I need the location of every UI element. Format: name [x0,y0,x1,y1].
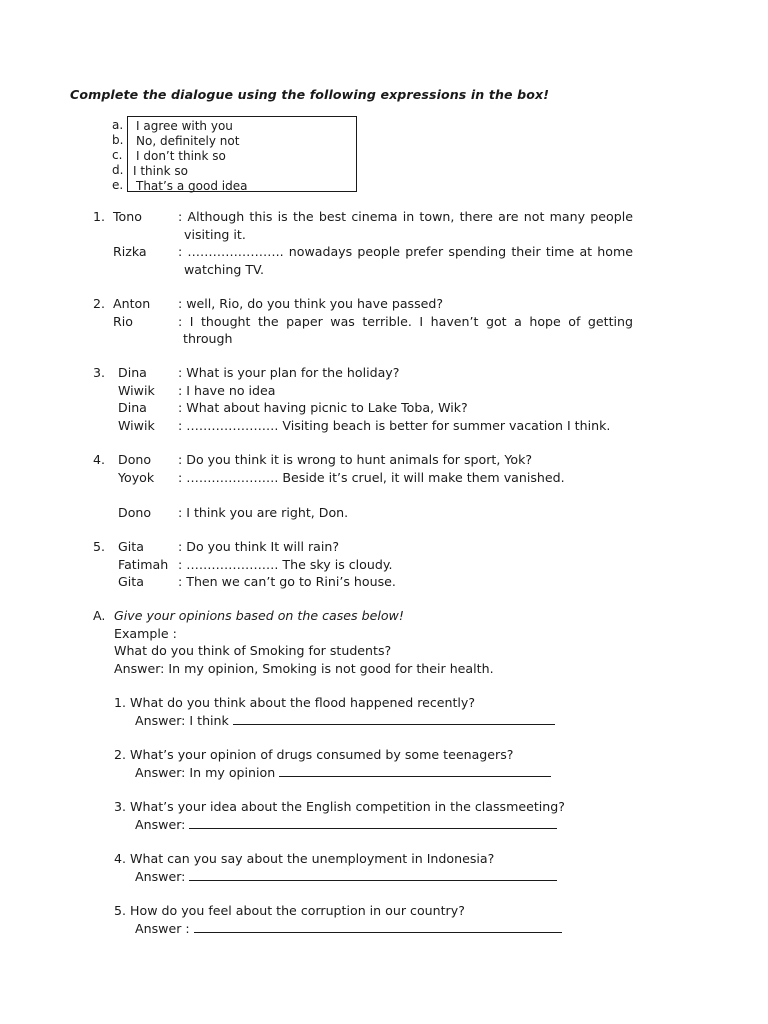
question-number: 3. [114,799,127,814]
expression-letters [112,118,126,193]
example-question: What do you think of Smoking for students? [114,643,392,658]
speaker-name: Dina [118,400,147,415]
expression-item: I think so [133,164,188,178]
letter-b: b. [112,133,124,147]
dialogue-line: : What about having picnic to Lake Toba, Wik? [178,400,468,415]
answer-blank[interactable] [194,920,562,933]
section-label: A. [93,608,106,623]
question-1 [114,694,594,729]
dialogue-3 [93,364,633,434]
speaker-name: Fatimah [118,556,169,572]
expressions-box [127,116,357,192]
dialogue-line: : …………………. Visiting beach is better for summer vacation I think. [178,417,611,433]
question-5 [114,902,594,937]
dialogue-line: : I have no idea [178,382,276,398]
dialogue-line: : Do you think It will rain? [178,539,340,554]
dialogue-line-continued: visiting it. [184,226,246,242]
dialogue-1 [93,208,633,278]
dialogue-line-continued: through [183,331,233,346]
dialogue-line-continued: watching TV. [184,261,265,277]
answer-blank[interactable] [233,712,555,725]
question-text: What’s your opinion of drugs consumed by some teenagers? [130,747,514,762]
letter-d: d. [112,163,124,177]
answer-prefix: Answer: [135,816,186,832]
dialogue-number: 3. [93,365,106,380]
answer-blank[interactable] [279,764,551,777]
question-number: 4. [114,851,127,866]
speaker-name: Anton [113,296,151,311]
speaker-name: Tono [113,209,142,224]
dialogue-line: : I thought the paper was terrible. I haven’t got a hope of getting [178,313,633,329]
speaker-name: Dono [118,504,152,520]
answer-prefix: Answer: [135,868,186,884]
dialogue-line: : Then we can’t go to Rini’s house. [178,574,396,589]
dialogue-line: : …………………. Beside it’s cruel, it will make them vanished. [178,469,565,485]
dialogue-number: 2. [93,296,106,311]
dialogue-number: 1. [93,209,106,224]
question-number: 2. [114,747,127,762]
question-text: How do you feel about the corruption in our country? [130,903,465,918]
expression-item: I don’t think so [136,149,226,163]
section-instruction: Give your opinions based on the cases below! [114,608,404,623]
dialogue-line: : Although this is the best cinema in town, there are not many people [178,209,633,224]
speaker-name: Gita [118,574,144,589]
letter-e: e. [112,178,124,192]
worksheet-title: Complete the dialogue using the following expressions in the box! [70,87,550,102]
question-text: What’s your idea about the English competition in the classmeeting? [130,799,565,814]
question-number: 1. [114,695,127,710]
section-a [93,607,633,677]
answer-blank[interactable] [189,816,557,829]
answer-prefix: Answer: In my opinion [135,764,276,780]
speaker-name: Rizka [113,244,147,259]
dialogue-line: : well, Rio, do you think you have passed? [178,296,444,311]
question-3 [114,798,594,833]
answer-prefix: Answer: I think [135,712,229,728]
answer-blank[interactable] [189,868,557,881]
question-text: What can you say about the unemployment in Indonesia? [130,851,495,866]
expression-item: No, definitely not [136,134,240,148]
dialogue-line: : Do you think it is wrong to hunt animals for sport, Yok? [178,452,533,467]
speaker-name: Dono [118,452,152,467]
speaker-name: Rio [113,313,133,329]
answer-prefix: Answer : [135,920,190,936]
dialogue-line: : I think you are right, Don. [178,504,349,520]
speaker-name: Gita [118,539,144,554]
letter-a: a. [112,118,124,132]
speaker-name: Wiwik [118,417,155,433]
question-text: What do you think about the flood happened recently? [130,695,476,710]
example-answer: Answer: In my opinion, Smoking is not good for their health. [114,660,494,676]
question-2 [114,746,594,781]
question-4 [114,850,594,885]
expression-item: I agree with you [136,119,233,133]
dialogue-line: : ………………….. nowadays people prefer spending their time at home [178,244,633,259]
dialogue-number: 4. [93,452,106,467]
letter-c: c. [112,148,123,162]
dialogue-line: : …………………. The sky is cloudy. [178,556,393,572]
expression-item: That’s a good idea [136,179,248,193]
speaker-name: Dina [118,365,147,380]
dialogue-number: 5. [93,539,106,554]
dialogue-line: : What is your plan for the holiday? [178,365,400,380]
dialogue-2 [93,295,633,348]
question-number: 5. [114,903,127,918]
dialogue-4 [93,451,633,521]
example-label: Example : [114,625,177,641]
speaker-name: Wiwik [118,382,155,398]
dialogue-5 [93,538,633,591]
speaker-name: Yoyok [118,469,155,485]
